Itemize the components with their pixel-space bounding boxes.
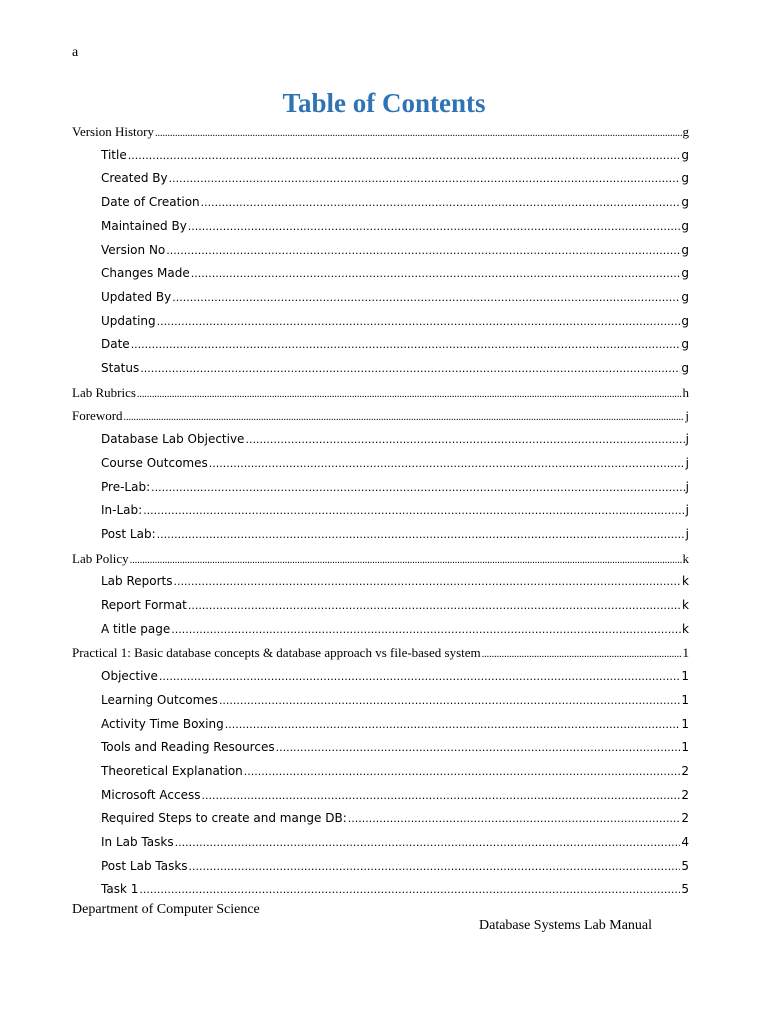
toc-entry[interactable] <box>72 574 689 592</box>
toc-entry-page-number: g <box>681 147 689 162</box>
toc-entry-label: Created By <box>101 171 168 186</box>
toc-entry-label: Date <box>101 337 130 352</box>
toc-entry-page-number: h <box>682 384 689 400</box>
toc-entry-label: Version No <box>101 242 166 257</box>
toc-entry[interactable] <box>72 290 689 308</box>
toc-entry-label: Theoretical Explanation <box>101 763 243 778</box>
toc-entry-page-number: k <box>682 598 689 612</box>
toc-dot-leader <box>174 574 682 588</box>
toc-entry-page-number: g <box>681 242 689 257</box>
toc-dot-leader <box>131 337 681 351</box>
toc-entry[interactable] <box>72 124 689 142</box>
toc-dot-leader <box>166 243 680 257</box>
toc-dot-leader <box>124 408 685 424</box>
toc-dot-leader <box>151 480 685 494</box>
toc-entry-label: Updated By <box>101 289 172 304</box>
toc-entry[interactable] <box>72 266 689 284</box>
toc-dot-leader <box>219 693 680 707</box>
toc-entry[interactable] <box>72 337 689 355</box>
toc-entry-page-number: 1 <box>682 645 689 661</box>
toc-entry-page-number: j <box>685 503 689 518</box>
toc-entry[interactable] <box>72 669 689 687</box>
toc-dot-leader <box>172 290 680 304</box>
toc-entry-page-number: g <box>681 289 689 304</box>
toc-entry[interactable] <box>72 811 689 829</box>
toc-entry-page-number: j <box>685 432 689 447</box>
toc-dot-leader <box>202 788 681 802</box>
toc-dot-leader <box>169 171 681 185</box>
toc-entry-page-number: g <box>681 195 689 210</box>
toc-entry-page-number: g <box>681 313 689 328</box>
toc-entry[interactable] <box>72 148 689 166</box>
toc-dot-leader <box>157 314 681 328</box>
toc-dot-leader <box>171 622 681 636</box>
toc-entry[interactable] <box>72 717 689 735</box>
toc-entry[interactable] <box>72 693 689 711</box>
toc-entry[interactable] <box>72 243 689 261</box>
toc-entry[interactable] <box>72 740 689 758</box>
toc-entry[interactable] <box>72 432 689 450</box>
toc-dot-leader <box>191 266 681 280</box>
toc-entry-page-number: 2 <box>681 811 689 826</box>
toc-entry-page-number: 1 <box>681 740 689 755</box>
toc-entry[interactable] <box>72 882 689 900</box>
toc-entry-page-number: k <box>682 574 689 589</box>
toc-entry-label: Maintained By <box>101 218 187 233</box>
toc-dot-leader <box>225 717 681 731</box>
toc-entry[interactable] <box>72 622 689 640</box>
toc-entry-page-number: k <box>682 550 689 566</box>
toc-dot-leader <box>130 551 682 567</box>
toc-entry-label: Report Format <box>101 598 187 612</box>
toc-entry-page-number: 5 <box>681 882 689 897</box>
toc-entry[interactable] <box>72 408 689 426</box>
toc-entry-label: Lab Reports <box>101 574 173 589</box>
toc-entry-label: Pre-Lab: <box>101 479 151 494</box>
toc-dot-leader <box>188 219 681 233</box>
toc-entry-label: Updating <box>101 313 156 328</box>
page-header-mark: a <box>72 45 79 60</box>
toc-entry-label: Course Outcomes <box>101 455 208 470</box>
toc-entry-page-number: g <box>681 218 689 233</box>
toc-dot-leader <box>189 859 681 873</box>
toc-dot-leader <box>140 361 680 375</box>
toc-dot-leader <box>157 527 685 541</box>
toc-dot-leader <box>276 740 681 754</box>
toc-entry-label: Foreword <box>72 408 123 424</box>
toc-entry-label: Required Steps to create and mange DB: <box>101 811 347 826</box>
toc-entry-page-number: 2 <box>681 787 689 802</box>
toc-entry[interactable] <box>72 195 689 213</box>
toc-entry-page-number: g <box>681 171 689 186</box>
toc-entry[interactable] <box>72 385 689 403</box>
toc-entry-label: Post Lab Tasks <box>101 858 188 873</box>
toc-entry-page-number: g <box>682 124 689 139</box>
toc-entry[interactable] <box>72 598 689 616</box>
toc-dot-leader <box>188 598 681 612</box>
toc-entry-label: Database Lab Objective <box>101 432 245 447</box>
toc-entry[interactable] <box>72 859 689 877</box>
toc-entry-page-number: 5 <box>681 858 689 873</box>
toc-dot-leader <box>139 882 680 896</box>
footer-manual-title: Database Systems Lab Manual <box>479 918 653 933</box>
toc-entry[interactable] <box>72 551 689 569</box>
toc-entry-page-number: g <box>681 337 689 352</box>
toc-entry-page-number: g <box>681 266 689 281</box>
toc-dot-leader <box>201 195 681 209</box>
toc-entry[interactable] <box>72 219 689 237</box>
toc-entry-label: Objective <box>101 669 158 684</box>
toc-entry-label: Date of Creation <box>101 195 200 210</box>
toc-dot-leader <box>244 764 681 778</box>
toc-entry[interactable] <box>72 456 689 474</box>
toc-entry-page-number: 1 <box>681 716 689 731</box>
toc-entry-page-number: j <box>685 479 689 494</box>
toc-entry-label: Status <box>101 361 140 375</box>
toc-entry-label: Lab Policy <box>72 550 129 566</box>
toc-entry-label: Task 1 <box>101 882 139 897</box>
toc-dot-leader <box>137 385 682 401</box>
toc-entry-page-number: 1 <box>681 669 689 684</box>
toc-entry-page-number: g <box>681 361 689 375</box>
toc-dot-leader <box>209 456 685 470</box>
toc-dot-leader <box>245 432 684 446</box>
toc-entry[interactable] <box>72 480 689 498</box>
toc-entry-label: Title <box>101 147 127 162</box>
toc-entry[interactable] <box>72 503 689 521</box>
toc-dot-leader <box>159 669 680 683</box>
toc-entry-page-number: j <box>685 526 689 541</box>
toc-entry[interactable] <box>72 527 689 545</box>
toc-entry-label: Changes Made <box>101 266 190 281</box>
toc-entry[interactable] <box>72 171 689 189</box>
toc-entry-label: In-Lab: <box>101 503 143 518</box>
toc-entry[interactable] <box>72 788 689 806</box>
toc-dot-leader <box>482 645 682 661</box>
toc-entry-page-number: 2 <box>681 763 689 778</box>
toc-entry-label: Learning Outcomes <box>101 692 218 707</box>
toc-entry-page-number: j <box>685 408 689 424</box>
toc-entry-page-number: 1 <box>681 692 689 707</box>
toc-entry[interactable] <box>72 764 689 782</box>
toc-entry[interactable] <box>72 835 689 853</box>
toc-entry-label: Lab Rubrics <box>72 384 136 400</box>
toc-entry-label: Microsoft Access <box>101 787 201 802</box>
footer-department: Department of Computer Science <box>72 902 260 917</box>
toc-entry-label: Post Lab: <box>101 526 156 541</box>
toc-entry-label: In Lab Tasks <box>101 835 174 849</box>
toc-entry-page-number: j <box>685 455 689 470</box>
toc-dot-leader <box>128 148 681 162</box>
toc-entry-label: A title page <box>101 621 171 636</box>
toc-entry[interactable] <box>72 361 689 379</box>
toc-entry[interactable] <box>72 645 689 663</box>
toc-dot-leader <box>348 811 681 825</box>
toc-entry[interactable] <box>72 314 689 332</box>
toc-dot-leader <box>143 503 684 517</box>
toc-entry-label: Tools and Reading Resources <box>101 740 275 755</box>
toc-entry-page-number: k <box>682 621 689 636</box>
toc-dot-leader <box>175 835 681 849</box>
toc-entry-label: Activity Time Boxing <box>101 716 224 731</box>
toc-entry-label: Practical 1: Basic database concepts & database approach vs file-based system <box>72 645 481 661</box>
toc-dot-leader <box>155 124 682 140</box>
toc-entry-page-number: 4 <box>681 835 689 849</box>
toc-heading: Table of Contents <box>282 88 486 118</box>
toc-entry-label: Version History <box>72 124 154 139</box>
